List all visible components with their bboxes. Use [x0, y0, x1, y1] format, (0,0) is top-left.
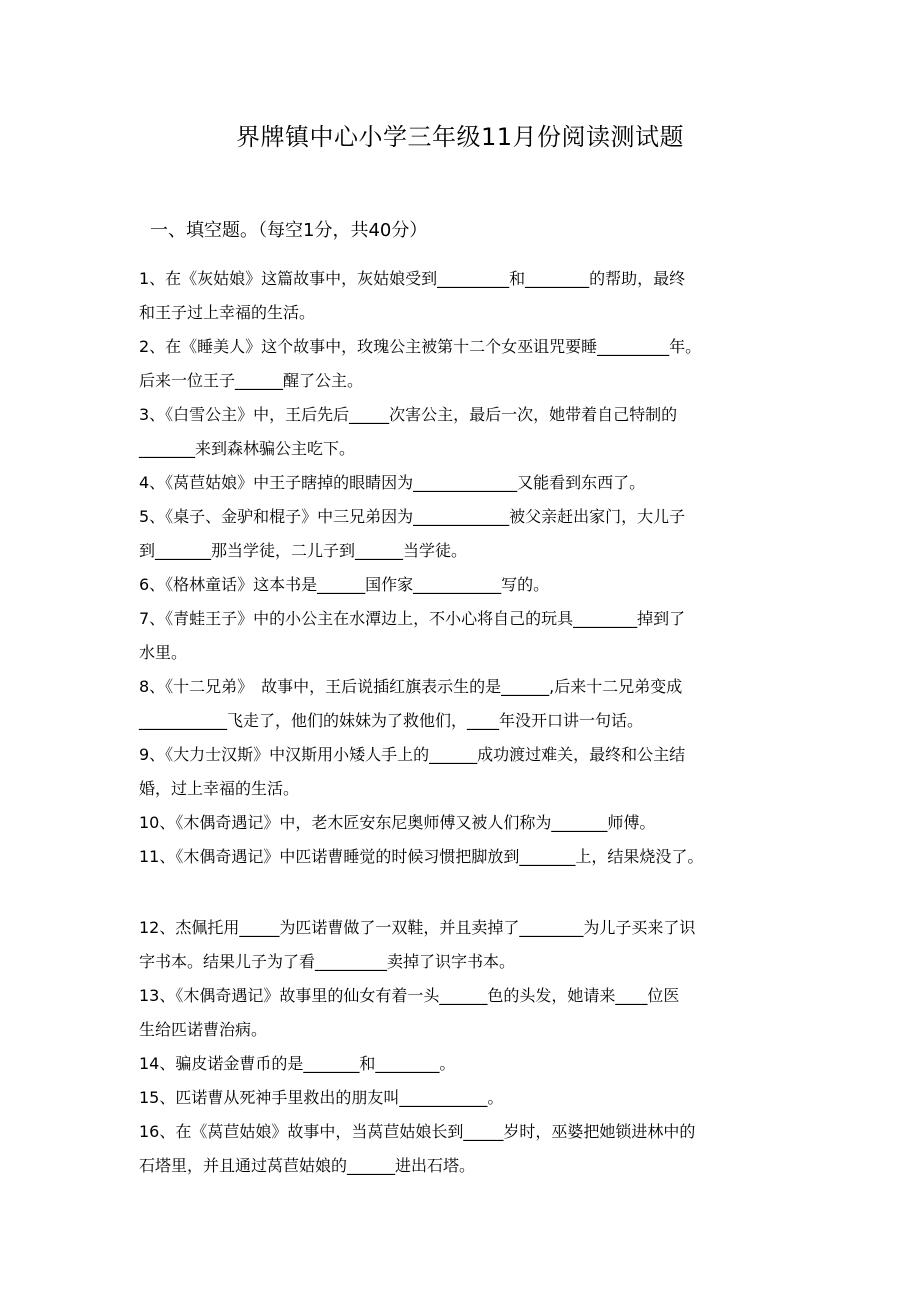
question-16 [139, 1115, 799, 1183]
question-14 [139, 1047, 799, 1081]
question-line: 13、《木偶奇遇记》故事里的仙女有着一头______色的头发，她请来____位医 [139, 986, 680, 1005]
question-line: 15、匹诺曹从死神手里救出的朋友叫___________。 [139, 1088, 504, 1107]
question-line: ___________飞走了，他们的妹妹为了救他们，____年没开口讲一句话。 [139, 711, 644, 730]
question-9 [139, 738, 799, 806]
question-7 [139, 602, 799, 670]
question-line: 10、《木偶奇遇记》中，老木匠安东尼奥师傅又被人们称为_______师傅。 [139, 813, 656, 832]
question-line: 7、《青蛙王子》中的小公主在水潭边上，不小心将自己的玩具________掉到了 [139, 609, 686, 628]
question-line: 2、在《睡美人》这个故事中，玫瑰公主被第十二个女巫诅咒要睡_________年。 [139, 337, 702, 356]
question-line: 5、《桌子、金驴和棍子》中三兄弟因为____________被父亲赶出家门，大儿子 [139, 507, 686, 526]
question-15 [139, 1081, 799, 1115]
question-line: 字书本。结果儿子为了看_________卖掉了识字书本。 [139, 952, 516, 971]
question-1 [139, 262, 799, 330]
question-4 [139, 466, 799, 500]
question-line: 婚，过上幸福的生活。 [139, 779, 300, 798]
question-line: 3、《白雪公主》中，王后先后_____次害公主，最后一次，她带着自己特制的 [139, 405, 678, 424]
question-3 [139, 398, 799, 466]
question-8 [139, 670, 799, 738]
question-line: _______来到森林骗公主吃下。 [139, 439, 356, 458]
question-line: 12、杰佩托用_____为匹诺曹做了一双鞋，并且卖掉了________为儿子买来了识 [139, 918, 696, 937]
question-line: 8、《十二兄弟》 故事中，王后说插红旗表示生的是______,后来十二兄弟变成 [139, 677, 683, 696]
question-list [139, 262, 799, 1183]
question-2 [139, 330, 799, 398]
question-line: 4、《莴苣姑娘》中王子瞎掉的眼睛因为_____________又能看到东西了。 [139, 473, 646, 492]
question-line: 后来一位王子______醒了公主。 [139, 371, 364, 390]
question-6 [139, 568, 799, 602]
question-5 [139, 500, 799, 568]
question-line: 14、骗皮诺金曹币的是_______和________。 [139, 1054, 456, 1073]
question-12 [139, 911, 799, 979]
question-line: 16、在《莴苣姑娘》故事中，当莴苣姑娘长到_____岁时，巫婆把她锁进林中的 [139, 1122, 696, 1141]
question-line: 6、《格林童话》这本书是______国作家___________写的。 [139, 575, 550, 594]
page-title: 界牌镇中心小学三年级11月份阅读测试题 [235, 123, 685, 151]
question-13 [139, 979, 799, 1047]
question-line: 9、《大力士汉斯》中汉斯用小矮人手上的______成功渡过难关，最终和公主结 [139, 745, 686, 764]
question-line: 1、在《灰姑娘》这篇故事中，灰姑娘受到_________和________的帮助，最终 [139, 269, 686, 288]
question-10 [139, 806, 799, 840]
question-line: 水里。 [139, 643, 188, 662]
section-heading: 一、填空题。（每空1分，共40分） [150, 220, 428, 241]
question-line: 生给匹诺曹治病。 [139, 1020, 268, 1039]
question-11 [139, 840, 799, 874]
question-line: 11、《木偶奇遇记》中匹诺曹睡觉的时候习惯把脚放到_______上，结果烧没了。 [139, 847, 704, 866]
question-line: 和王子过上幸福的生活。 [139, 303, 316, 322]
question-line: 石塔里，并且通过莴苣姑娘的______进出石塔。 [139, 1156, 476, 1175]
question-line: 到_______那当学徒，二儿子到______当学徒。 [139, 541, 468, 560]
